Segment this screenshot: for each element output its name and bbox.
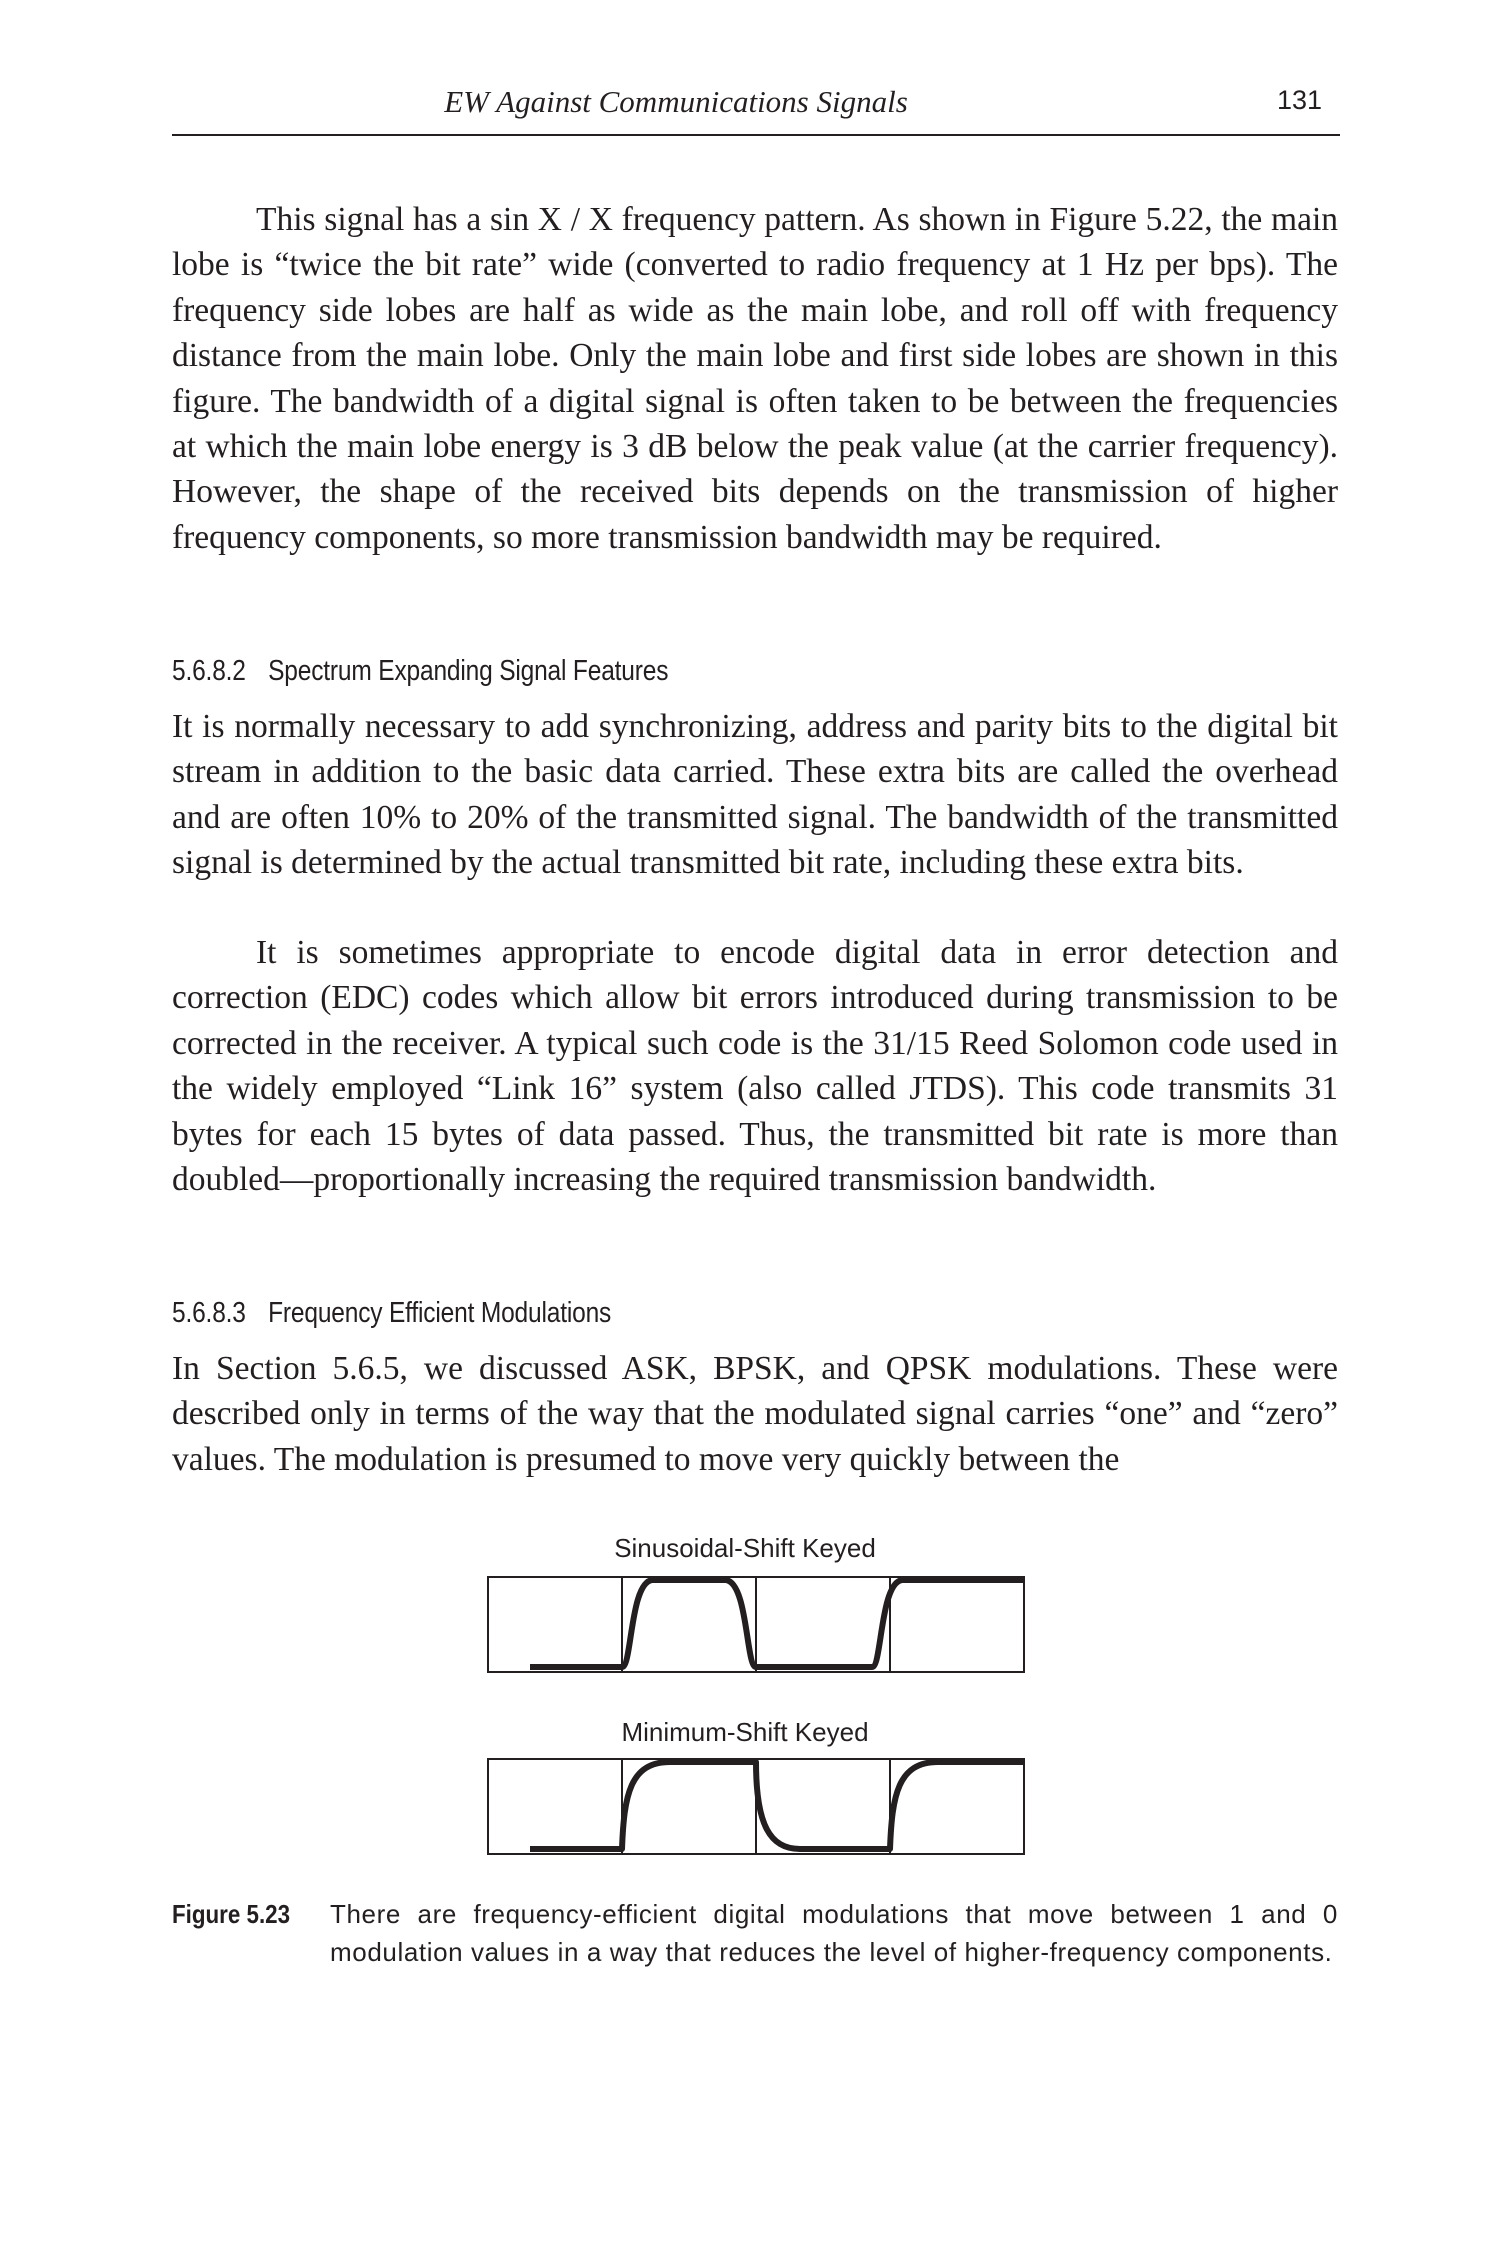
- running-header: [172, 82, 1340, 136]
- paragraph-modulations: In Section 5.6.5, we discussed ASK, BPSK, and QPSK modulations. These were described only in terms of the way that the modulated signal carries “one” and “zero” values. The modulation is presumed to move very quickly between the: [172, 1350, 1338, 1478]
- figure-caption: [172, 1895, 1338, 1971]
- minimum-shift-keyed-panel: [488, 1759, 1024, 1854]
- caption-label: Figure 5.23: [172, 1899, 291, 1929]
- panel-title-minimum-shift-keyed: Minimum-Shift Keyed: [621, 1717, 869, 1747]
- section-title: Frequency Efficient Modulations: [268, 1297, 612, 1329]
- paragraph-edc-codes: It is sometimes appropriate to encode digital data in error detection and correction (EDC) codes which allow bit errors introduced during transmission to be corrected in the receiver. A typical such code is the 31/15 Reed Solomon code used in the widely employed “Link 16” system (also called JTDS). This code transmits 31 bytes for each 15 bytes of data passed. Thus, the transmitted bit rate is more than doubled—proportionally increasing the required transmission bandwidth.: [172, 934, 1338, 1199]
- msk-waveform: [530, 1762, 1024, 1849]
- sinusoidal-waveform: [530, 1580, 1024, 1667]
- section-heading-5-6-8-3: [172, 1297, 611, 1330]
- paragraph-overhead-bits: It is normally necessary to add synchronizing, address and parity bits to the digital bit stream in addition to the basic data carried. These extra bits are called the overhead and are often 10% to 20% of the transmitted signal. The bandwidth of the transmitted signal is determined by the actual transmitted bit rate, including these extra bits.: [172, 708, 1338, 882]
- figure-5-23-diagram: [480, 1525, 1040, 1865]
- running-title: EW Against Communications Signals: [444, 84, 908, 119]
- page-number: 131: [1276, 85, 1322, 115]
- section-heading-5-6-8-2: [172, 655, 668, 688]
- sinusoidal-shift-keyed-panel: [488, 1577, 1024, 1672]
- section-number: 5.6.8.3: [172, 1297, 246, 1329]
- section-number: 5.6.8.2: [172, 655, 246, 687]
- paragraph-sinx-pattern: This signal has a sin X / X frequency pattern. As shown in Figure 5.22, the main lobe is “twice the bit rate” wide (converted to radio frequency at 1 Hz per bps). The frequency side lobes are half as wide as the main lobe, and roll off with frequency distance from the main lobe. Only the main lobe and first side lobes are shown in this figure. The bandwidth of a digital signal is often taken to be between the frequencies at which the main lobe energy is 3 dB below the peak value (at the carrier frequency). However, the shape of the received bits depends on the transmission of higher frequency components, so more transmission bandwidth may be required.: [172, 201, 1338, 556]
- section-title: Spectrum Expanding Signal Features: [268, 655, 669, 687]
- panel-title-sinusoidal-shift-keyed: Sinusoidal-Shift Keyed: [614, 1533, 876, 1563]
- caption-text: There are frequency-efficient digital modulations that move between 1 and 0 modulation values in a way that reduces the level of higher-frequency components.: [330, 1899, 1338, 1967]
